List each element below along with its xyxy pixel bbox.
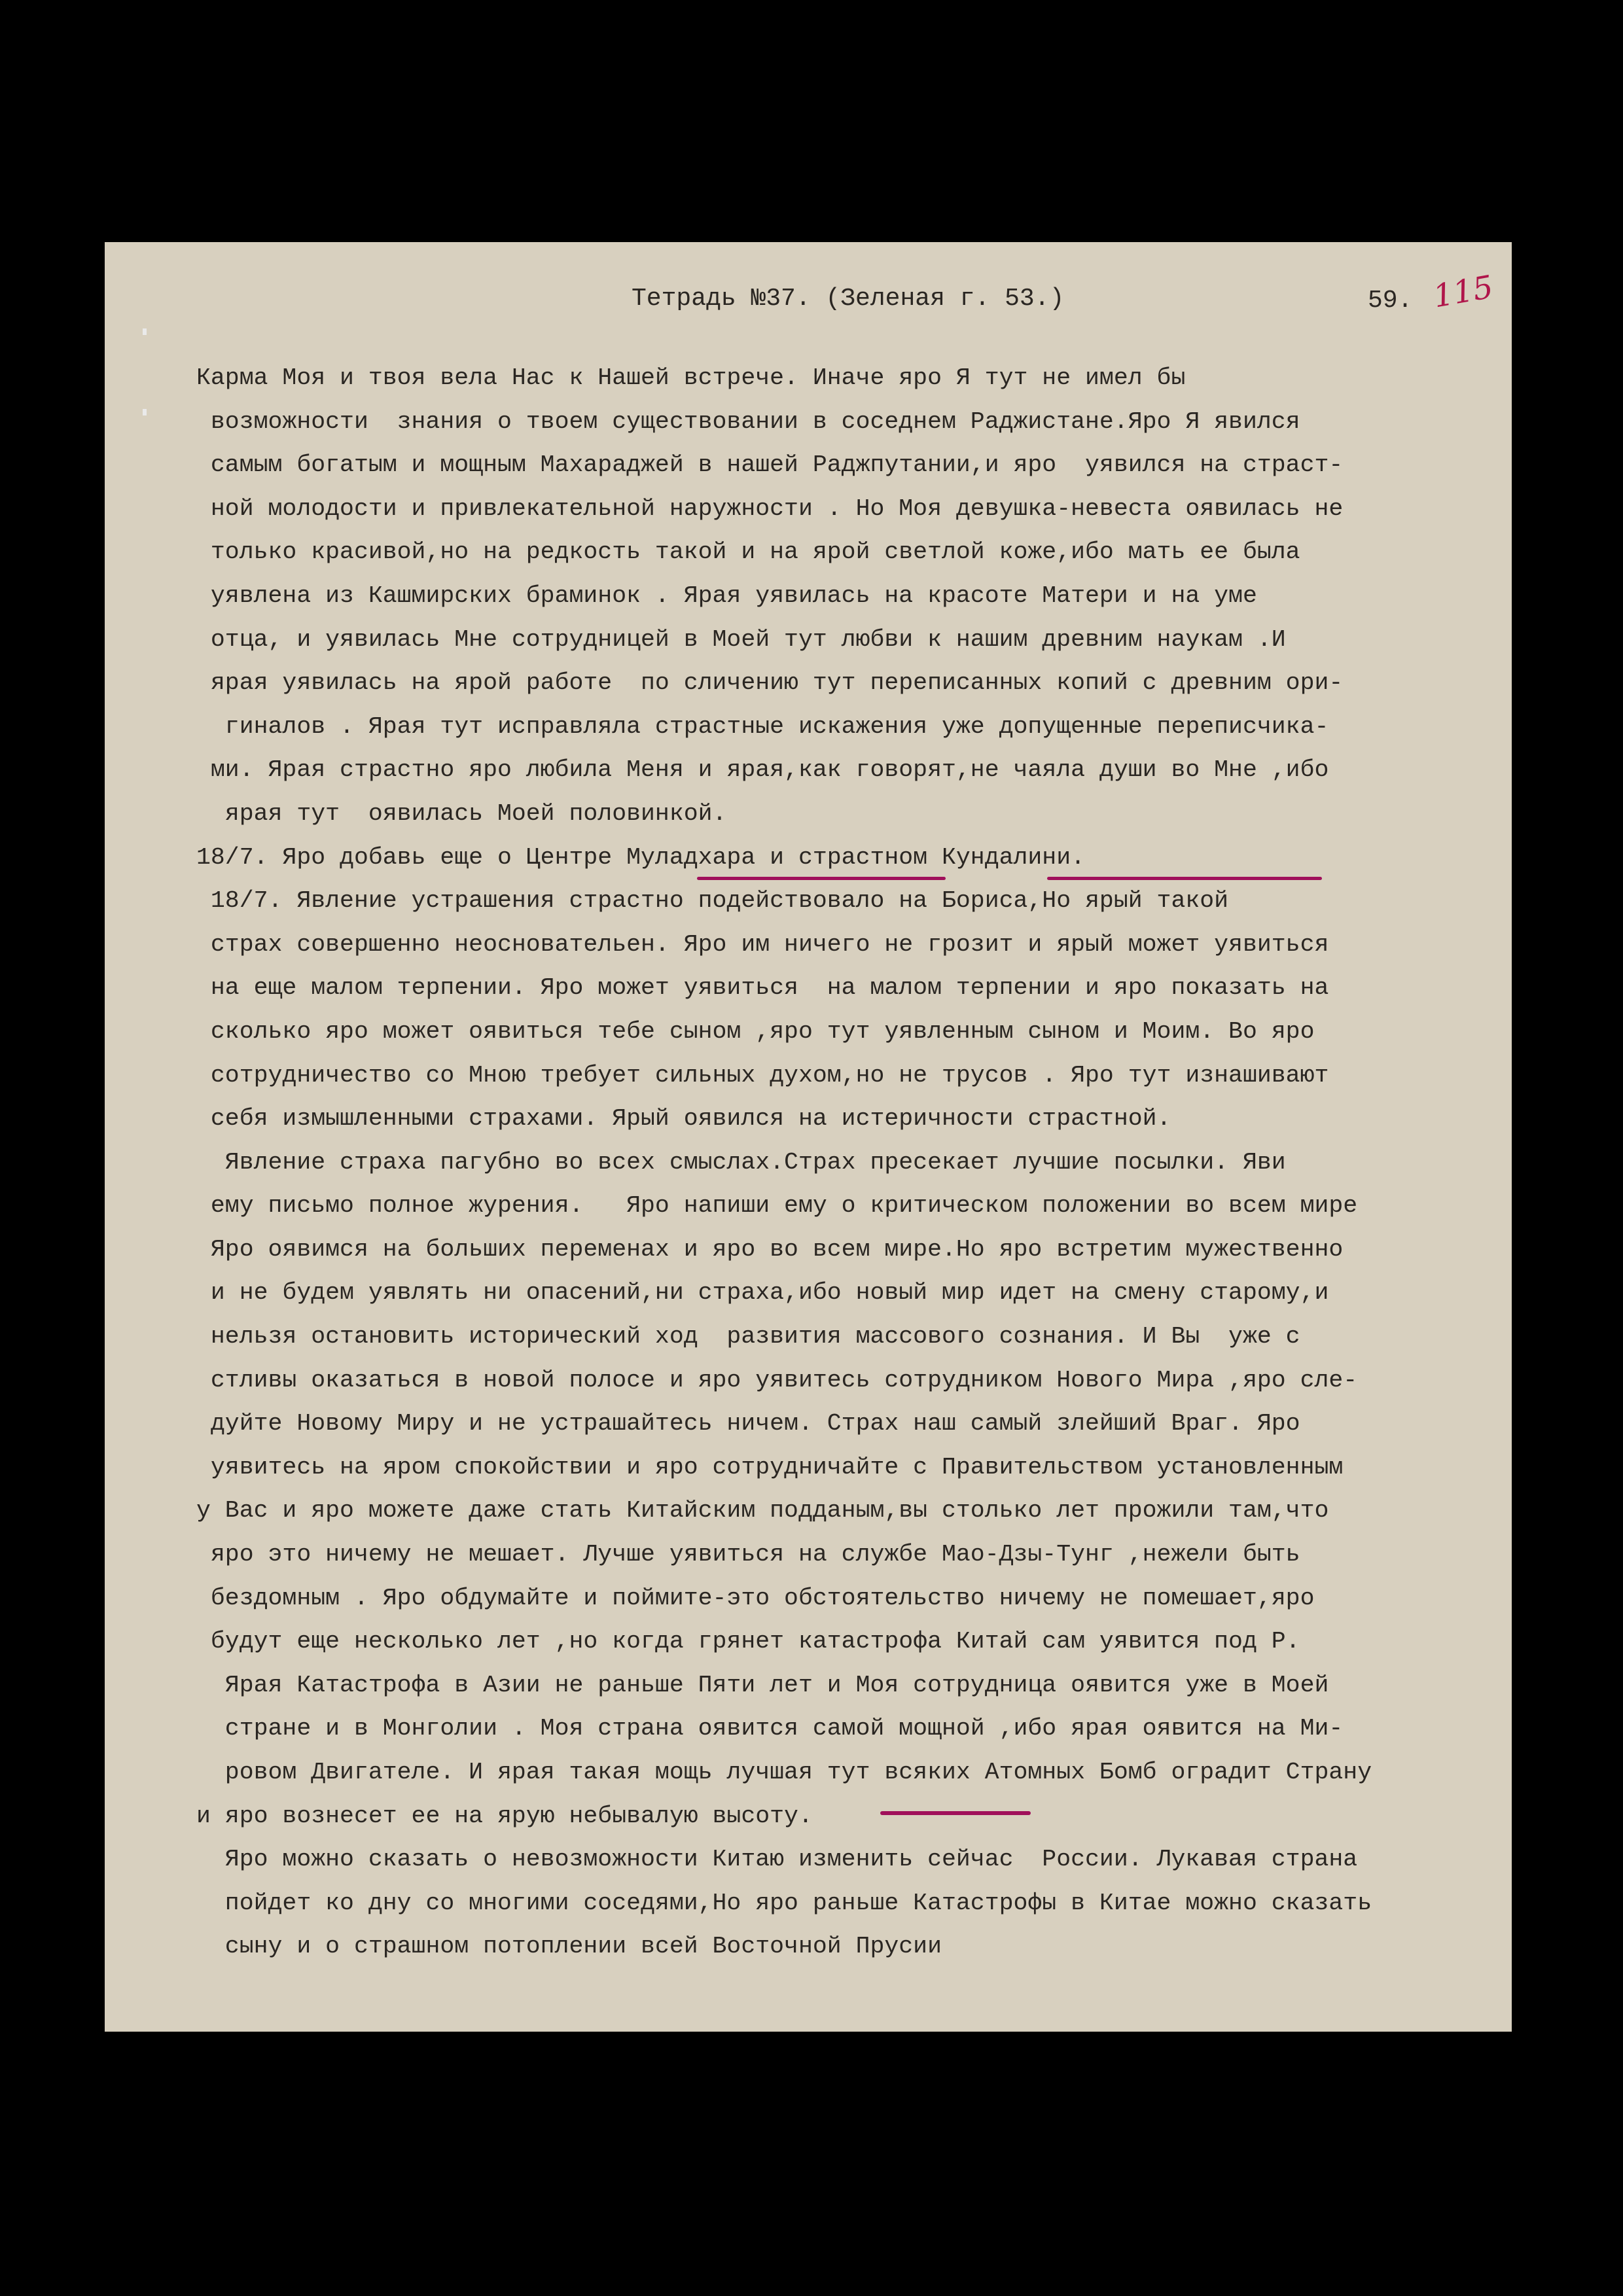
text-line: ми. Ярая страстно яро любила Меня и ярая,как говорят,не чаяла души во Мне ,ибо — [196, 756, 1329, 784]
text-line: отца, и уявилась Мне сотрудницей в Моей тут любви к нашим древним наукам .И — [196, 626, 1286, 653]
text-line: Явление страха пагубно во всех смыслах.Страх пресекает лучшие посылки. Яви — [196, 1148, 1286, 1176]
text-line: только красивой,но на редкость такой и на ярой светлой коже,ибо мать ее была — [196, 539, 1300, 566]
text-line: 18/7. Яро добавь еще о Центре Муладхара и страстном Кундалини. — [196, 843, 1086, 871]
text-line: уявитесь на яром спокойствии и яро сотрудничайте с Правительством установленным — [196, 1453, 1344, 1481]
punch-mark — [143, 409, 147, 415]
text-line: уявлена из Кашмирских браминок . Ярая уявилась на красоте Матери и на уме — [196, 582, 1257, 609]
text-line: Яро оявимся на больших переменах и яро во всем мире.Но яро встретим мужественно — [196, 1235, 1344, 1263]
handwritten-underline — [880, 1811, 1031, 1815]
body-text — [196, 357, 1499, 1969]
text-line: на еще малом терпении. Яро может уявиться на малом терпении и яро показать на — [196, 974, 1329, 1002]
handwritten-underline — [697, 877, 946, 880]
text-line: ярая тут оявилась Моей половинкой. — [196, 800, 727, 827]
text-line: сотрудничество со Мною требует сильных духом,но не трусов . Яро тут изнашивают — [196, 1061, 1329, 1089]
text-line: гиналов . Ярая тут исправляла страстные искажения уже допущенные переписчика- — [196, 713, 1329, 740]
handwritten-underline — [1047, 877, 1322, 880]
text-line: дуйте Новому Миру и не устрашайтесь ничем. Страх наш самый злейший Враг. Яро — [196, 1410, 1300, 1438]
text-line: ровом Двигателе. И ярая такая мощь лучшая тут всяких Атомных Бомб оградит Страну — [196, 1759, 1372, 1786]
handwritten-page-number: 115 — [1430, 268, 1496, 315]
text-line: Яро можно сказать о невозможности Китаю изменить сейчас России. Лукавая страна — [196, 1846, 1358, 1873]
text-line: у Вас и яро можете даже стать Китайским подданым,вы столько лет прожили там,что — [196, 1497, 1329, 1525]
text-line: бездомным . Яро обдумайте и поймите-это обстоятельство ничему не помешает,яро — [196, 1584, 1315, 1612]
text-line: пойдет ко дну со многими соседями,Но яро раньше Катастрофы в Китае можно сказать — [196, 1889, 1372, 1916]
text-line: будут еще несколько лет ,но когда грянет катастрофа Китай сам уявится под Р. — [196, 1628, 1300, 1655]
text-line: страх совершенно неосновательен. Яро им ничего не грозит и ярый может уявиться — [196, 930, 1329, 958]
text-line: себя измышленными страхами. Ярый оявился на истеричности страстной. — [196, 1105, 1171, 1133]
text-line: 18/7. Явление устрашения страстно подействовало на Бориса,Но ярый такой — [196, 887, 1229, 915]
text-line: самым богатым и мощным Махараджей в нашей Раджпутании,и яро уявился на страст- — [196, 451, 1344, 479]
text-line: и яро вознесет ее на ярую небывалую высоту. — [196, 1802, 813, 1829]
text-line: стливы оказаться в новой полосе и яро уявитесь сотрудником Нового Мира ,яро сле- — [196, 1366, 1358, 1394]
manuscript-page — [105, 242, 1512, 2032]
page-header: Тетрадь №37. (Зеленая г. 53.) — [632, 285, 1065, 313]
text-line: сыну и о страшном потоплении всей Восточной Прусии — [196, 1933, 942, 1960]
text-line: яро это ничему не мешает. Лучше уявиться на службе Мао-Дзы-Тунг ,нежели быть — [196, 1541, 1300, 1568]
text-line: сколько яро может оявиться тебе сыном ,яро тут уявленным сыном и Моим. Во яро — [196, 1017, 1315, 1045]
text-line: ему письмо полное журения. Яро напиши ему о критическом положении во всем мире — [196, 1192, 1358, 1220]
page-number: 59. — [1368, 287, 1413, 315]
text-line: ной молодости и привлекательной наружности . Но Моя девушка-невеста оявилась не — [196, 495, 1344, 522]
text-line: ярая уявилась на ярой работе по сличению тут переписанных копий с древним ори- — [196, 669, 1344, 697]
punch-mark — [143, 328, 147, 335]
text-line: и не будем уявлять ни опасений,ни страха,ибо новый мир идет на смену старому,и — [196, 1279, 1329, 1307]
text-line: Карма Моя и твоя вела Нас к Нашей встрече. Иначе яро Я тут не имел бы — [196, 364, 1186, 391]
text-line: стране и в Монголии . Моя страна оявится самой мощной ,ибо ярая оявится на Ми- — [196, 1715, 1344, 1742]
text-line: нельзя остановить исторический ход развития массового сознания. И Вы уже с — [196, 1323, 1300, 1351]
text-line: Ярая Катастрофа в Азии не раньше Пяти лет и Моя сотрудница оявится уже в Моей — [196, 1671, 1329, 1699]
text-line: возможности знания о твоем существовании в соседнем Раджистане.Яро Я явился — [196, 408, 1300, 435]
